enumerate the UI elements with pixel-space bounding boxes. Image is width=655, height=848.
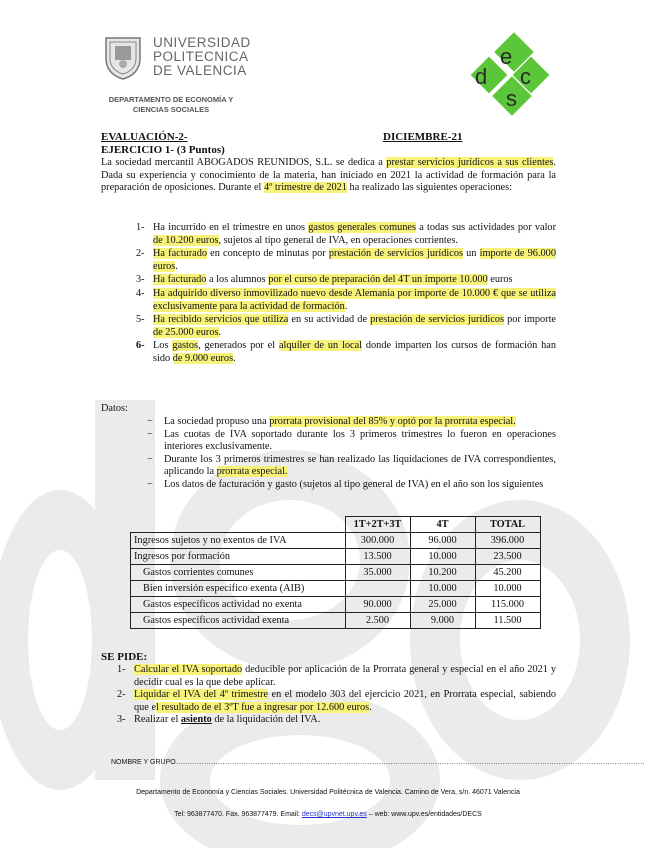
table-row-label: Gastos específicos actividad no exenta: [131, 597, 346, 613]
table-cell: 9.000: [410, 613, 475, 629]
text-segment: Ha recibido servicios que utiliza: [153, 314, 289, 326]
text-segment: Ha facturado: [153, 248, 208, 260]
operations-list: [136, 222, 556, 367]
text-segment: Las cuotas de IVA soportado durante los 3 primeros trimestres lo fueron en operaciones interiores exclusivamente.: [164, 428, 556, 453]
text-segment: de 9.000 euros: [172, 352, 234, 364]
list-number: 3-: [136, 274, 145, 286]
table-cell: 10.000: [475, 581, 540, 597]
text-segment: prorrata especial.: [216, 466, 288, 478]
logo-letter-e: e: [500, 44, 513, 69]
list-number: 4-: [136, 287, 145, 299]
table-row-label: Gastos específicos actividad exenta: [131, 613, 346, 629]
table-row: [131, 533, 541, 549]
table-row: [131, 565, 541, 581]
operation-item: [136, 248, 556, 273]
datos-item: [147, 416, 556, 429]
datos-item: [147, 454, 556, 479]
table-row: [131, 597, 541, 613]
list-number: 1-: [136, 222, 145, 233]
table-row-label: Ingresos por formación: [131, 549, 346, 565]
logo-letter-s: s: [506, 86, 517, 111]
list-number: 5-: [136, 314, 145, 326]
text-segment: .: [175, 260, 178, 272]
email-link[interactable]: decs@upvnet.upv.es: [301, 811, 367, 818]
text-segment: Los: [153, 340, 173, 352]
table-cell: 35.000: [345, 565, 410, 581]
table-header-cell: TOTAL: [475, 517, 540, 533]
text-segment: Ha adquirido diverso inmovilizado nuevo desde Alemania por importe de 10.000 € que se utiliza exclusivamente para la actividad de formación: [153, 287, 556, 312]
text-segment: Liquidar el IVA del 4º trimestre: [134, 689, 269, 701]
text-segment: .: [218, 326, 222, 338]
text-segment: , sujetos al tipo general de IVA, en operaciones corrientes.: [218, 234, 458, 246]
text-segment: l resultado de el 3ºT fue a ingresar por 12.600 euros: [156, 701, 370, 713]
list-number: −: [147, 478, 153, 490]
list-number: −: [147, 428, 153, 440]
text-segment: euros: [487, 274, 513, 286]
table-header-cell: 1T+2T+3T: [345, 517, 410, 533]
table-header-cell: 4T: [410, 517, 475, 533]
table-cell: [345, 581, 410, 597]
text-segment: deducible por aplicación de la Prorrata general y especial en el año 2021 y decidir cual es la que debe aplicar.: [134, 664, 556, 688]
text-segment: un: [463, 248, 480, 260]
decs-logo-icon: [468, 34, 552, 114]
operation-item: [136, 314, 556, 339]
exercise-title: EJERCICIO 1- (3 Puntos): [101, 144, 225, 156]
text-segment: gastos generales comunes: [308, 222, 416, 233]
operation-item: [136, 288, 556, 313]
table-header-row: [131, 517, 541, 533]
evaluation-title: EVALUACIÓN-2-: [101, 131, 188, 143]
university-crest-icon: [102, 34, 144, 80]
table-cell: 96.000: [410, 533, 475, 549]
datos-item: [147, 429, 556, 454]
text-segment: gastos: [172, 340, 199, 352]
table-cell: 13.500: [345, 549, 410, 565]
text-segment: por el curso de preparación del 4T un importe 10.000: [268, 274, 488, 286]
list-number: 3-: [117, 714, 126, 726]
se-pide-list: [117, 664, 556, 727]
text-segment: Ha facturado: [153, 274, 207, 286]
table-row: [131, 613, 541, 629]
table-cell: 11.500: [475, 613, 540, 629]
table-cell: 10.200: [410, 565, 475, 581]
text-segment: , generados por el: [198, 340, 279, 352]
se-pide-item: [117, 714, 556, 727]
text-segment: alquiler de un local: [278, 340, 363, 352]
text-segment: prestación de servicios jurídicos: [370, 314, 505, 326]
text-segment: a todas sus actividades por valor: [415, 222, 557, 233]
intro-paragraph: La sociedad mercantil ABOGADOS REUNIDOS, S.L. se dedica a prestar servicios jurídicos a sus clientes. Dada su experiencia y conocimiento de la materia, han iniciado en 2021 la actividad de formación para la preparación de oposiciones. Durante el 4º trimestre de 2021 ha realizado las siguientes operaciones:: [101, 157, 556, 194]
title-row: [101, 131, 556, 143]
table-row: [131, 581, 541, 597]
text-segment: asiento: [180, 714, 212, 726]
se-pide-item: [117, 664, 556, 689]
list-number: −: [147, 453, 153, 465]
data-table: [130, 516, 541, 629]
table-cell: 396.000: [475, 533, 540, 549]
text-segment: en concepto de minutas por: [207, 248, 329, 260]
operation-item: [136, 222, 556, 247]
text-segment: donde imparten los cursos de formación han sido: [153, 340, 556, 364]
department-name: DEPARTAMENTO DE ECONOMÍA Y CIENCIAS SOCIALES: [108, 95, 234, 114]
exam-date: DICIEMBRE-21: [383, 131, 463, 143]
table-row-label: Bien inversión específico exenta (AIB): [131, 581, 346, 597]
datos-list: [147, 416, 556, 492]
text-segment: en el modelo 303 del ejercicio 2021, en Prorrata especial, sabiendo que e: [134, 689, 556, 713]
se-pide-heading: SE PIDE:: [101, 651, 148, 663]
footer-contact: Tel: 963877470. Fax. 963877479. Email: decs@upvnet.upv.es – web: www.upv.es/entidades/DECS: [174, 811, 482, 818]
datos-item: [147, 479, 556, 492]
text-segment: prestación de servicios jurídicos: [328, 248, 463, 260]
text-segment: Los datos de facturación y gasto (sujetos al tipo general de IVA) en el año son los siguientes: [164, 478, 544, 490]
list-number: 2-: [117, 689, 126, 701]
table-cell: 23.500: [475, 549, 540, 565]
text-segment: Realizar el: [134, 714, 181, 726]
table-cell: 10.000: [410, 581, 475, 597]
text-segment: de 25.000 euros: [153, 326, 219, 338]
list-number: 2-: [136, 248, 145, 260]
text-segment: de 10.200 euros: [153, 234, 219, 246]
university-name: UNIVERSIDAD POLITECNICA DE VALENCIA: [153, 35, 251, 78]
table-cell: 25.000: [410, 597, 475, 613]
name-group-field[interactable]: NOMBRE Y GRUPO…………………………………………………………………………………………………………………………………………………………………………………: [111, 759, 645, 766]
text-segment: Ha incurrido en el trimestre en unos: [153, 222, 309, 233]
text-segment: a los alumnos: [206, 274, 269, 286]
text-segment: .: [344, 300, 348, 312]
text-segment: de la liquidación del IVA.: [211, 714, 321, 726]
text-segment: Calcular el IVA soportado: [134, 664, 243, 675]
operation-item: [136, 274, 556, 287]
list-number: −: [147, 416, 153, 427]
text-segment: La sociedad propuso una: [164, 416, 270, 427]
text-segment: .: [233, 352, 236, 364]
table-row: [131, 549, 541, 565]
table-cell: 90.000: [345, 597, 410, 613]
text-segment: prorrata provisional del 85% y optó por la prorrata especial.: [269, 416, 516, 427]
se-pide-item: [117, 689, 556, 714]
list-number: 6-: [136, 340, 145, 352]
text-segment: .: [369, 701, 372, 713]
table-body: [131, 533, 541, 629]
operation-item: [136, 340, 556, 365]
table-cell: 10.000: [410, 549, 475, 565]
text-segment: en su actividad de: [288, 314, 371, 326]
table-row-label: Ingresos sujetos y no exentos de IVA: [131, 533, 346, 549]
text-segment: importe de 96.000 euros: [153, 248, 556, 272]
text-segment: Durante los 3 primeros trimestres se han realizado las liquidaciones de IVA correspondientes, aplicando la: [164, 453, 556, 478]
text-segment: por importe: [504, 314, 556, 326]
list-number: 1-: [117, 664, 126, 675]
datos-heading: Datos:: [101, 403, 128, 414]
table-cell: 300.000: [345, 533, 410, 549]
logo-letter-c: c: [520, 64, 531, 89]
logo-letter-d: d: [475, 64, 488, 89]
footer-address: Departamento de Economía y Ciencias Sociales. Universidad Politécnica de Valencia. Camino de Vera, s/n. 46071 Valencia: [136, 789, 520, 796]
table-row-label: Gastos corrientes comunes: [131, 565, 346, 581]
table-cell: 2.500: [345, 613, 410, 629]
table-cell: 45.200: [475, 565, 540, 581]
table-cell: 115.000: [475, 597, 540, 613]
